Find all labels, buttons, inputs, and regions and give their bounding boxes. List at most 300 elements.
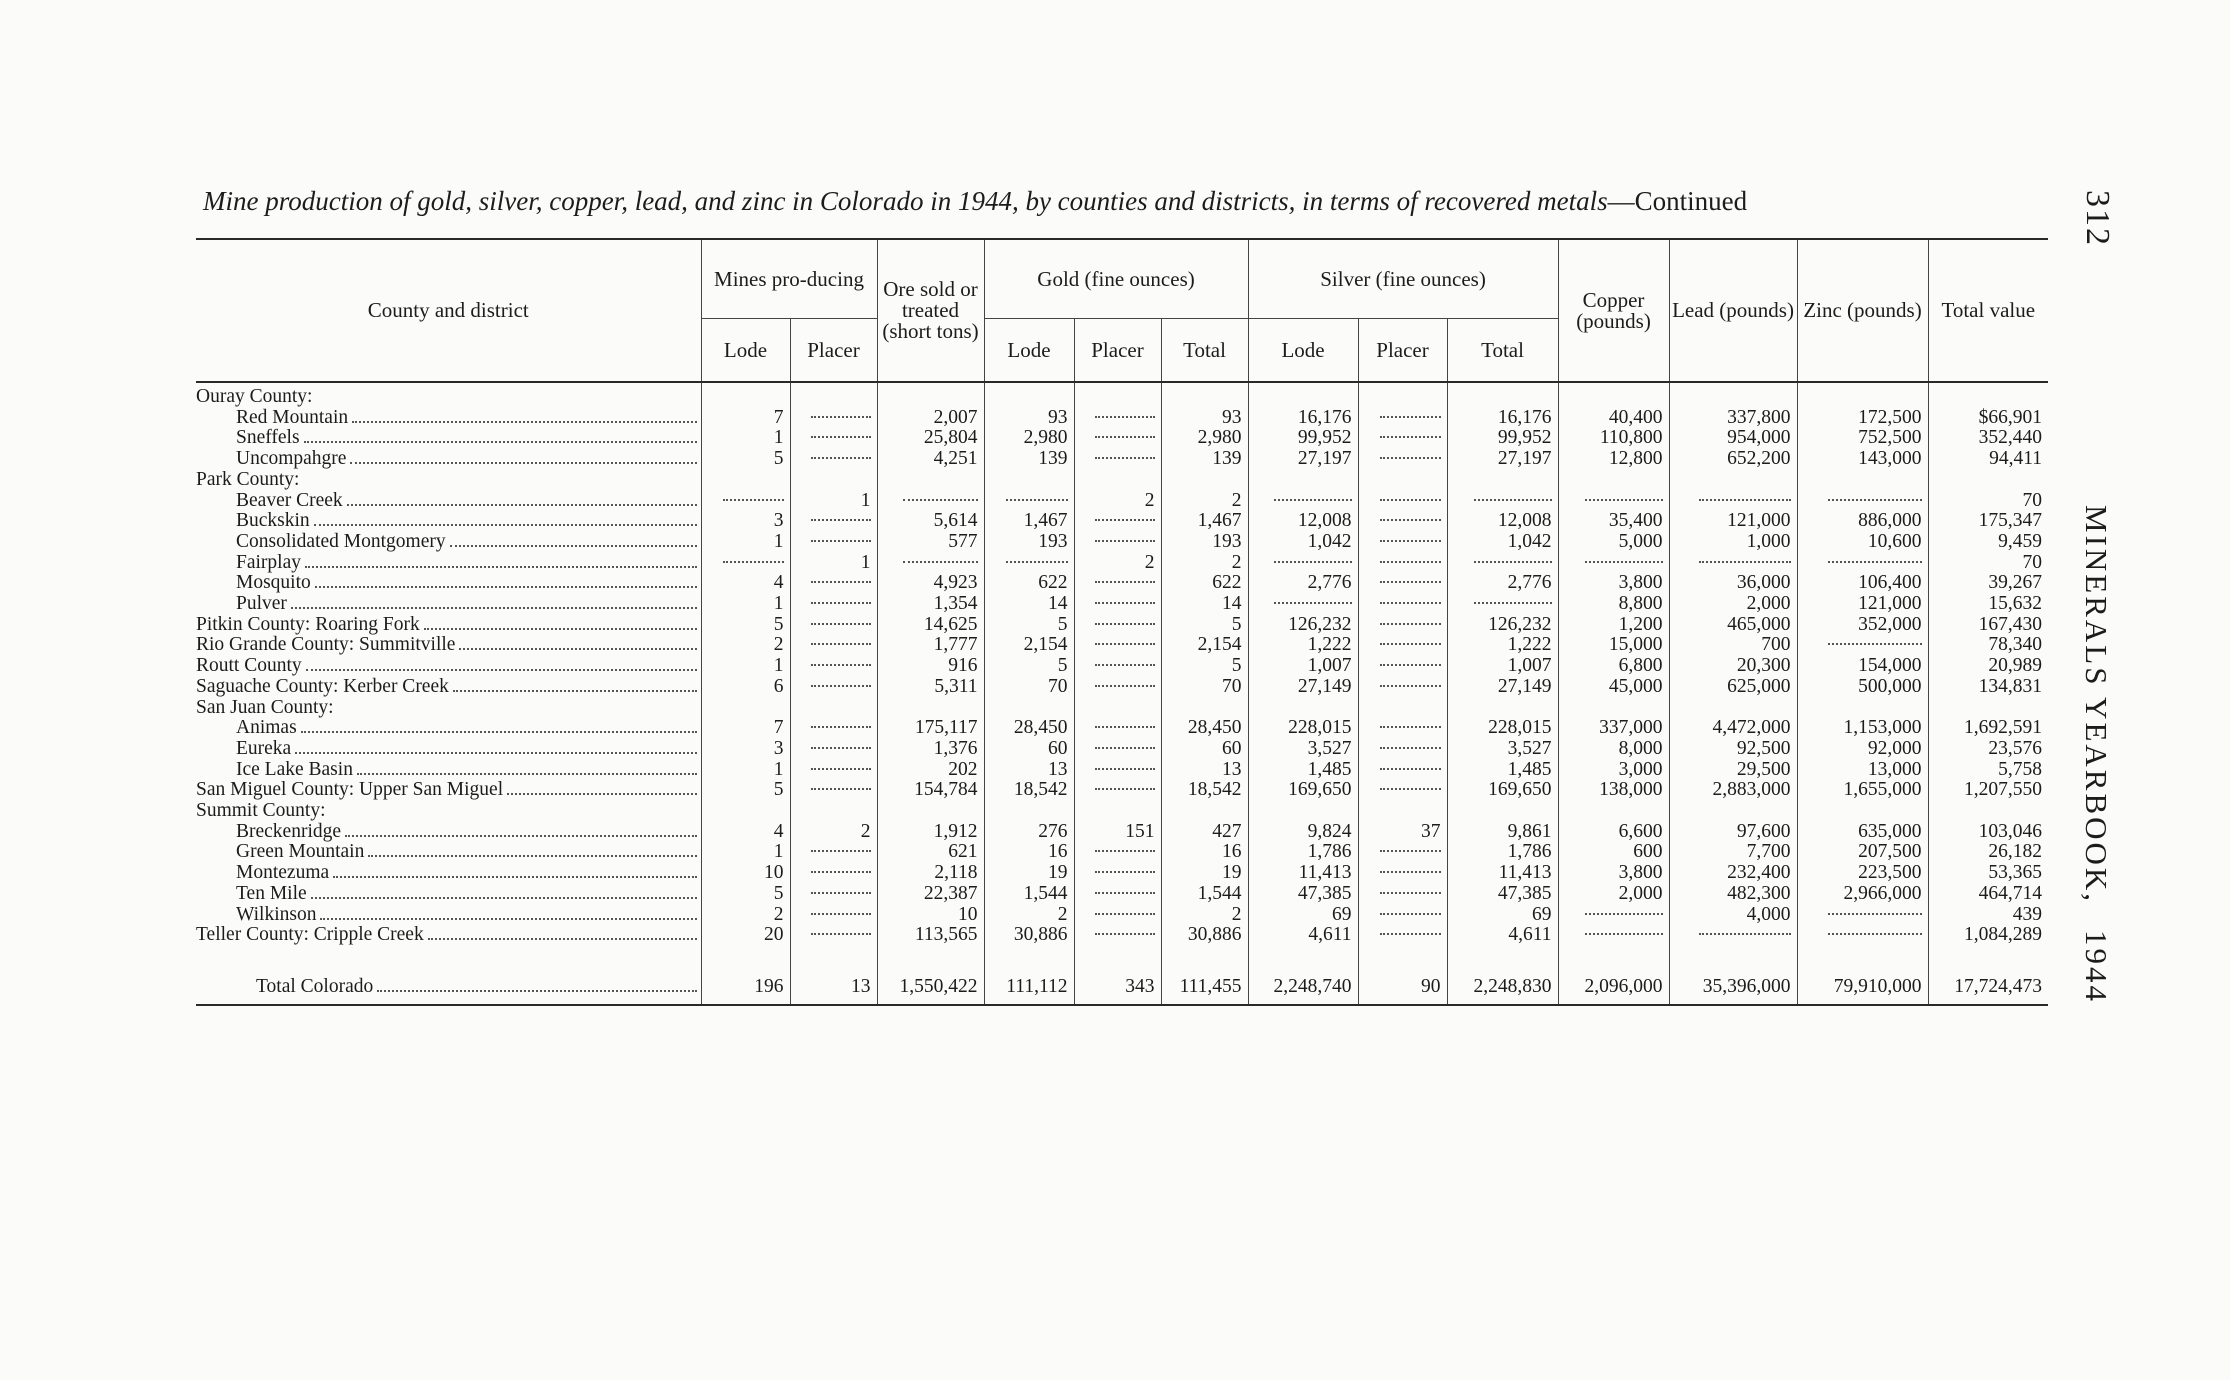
empty-leader <box>1380 726 1441 728</box>
table-cell <box>1248 635 1358 656</box>
empty-leader <box>811 913 870 915</box>
cell-value: 169,650 <box>1288 779 1352 801</box>
cell-value: 2,776 <box>1507 572 1552 594</box>
cell-value: 26,182 <box>1988 841 2043 863</box>
table-cell <box>1447 677 1558 698</box>
table-cell <box>1248 780 1358 801</box>
cell-value: 111,112 <box>1006 975 1068 997</box>
table-cell <box>1928 408 2048 429</box>
cell-value: 1,007 <box>1307 655 1352 677</box>
table-cell <box>1669 635 1797 656</box>
empty-leader <box>1380 561 1441 563</box>
empty-leader <box>1380 416 1441 418</box>
header-ore-sold: Ore sold or treated (short tons) <box>877 240 984 382</box>
table-cell <box>1074 532 1161 553</box>
cell-value: 223,500 <box>1858 862 1922 884</box>
header-gold-placer: Placer <box>1074 319 1161 383</box>
table-cell <box>790 801 877 822</box>
running-head <box>2078 505 2114 1004</box>
cell-value: 193 <box>1212 530 1242 552</box>
empty-leader <box>1380 788 1441 790</box>
table-cell <box>1669 760 1797 781</box>
empty-leader <box>1828 933 1922 935</box>
table-cell <box>1074 698 1161 719</box>
table-cell <box>1928 532 2048 553</box>
table-cell <box>1248 408 1358 429</box>
table-cell <box>877 718 984 739</box>
row-label: Mosquito <box>236 573 311 594</box>
page-number: 312 <box>2079 190 2116 247</box>
table-cell <box>1447 635 1558 656</box>
table-cell <box>1669 511 1797 532</box>
table-cell <box>1161 470 1248 491</box>
cell-value: 6,600 <box>1618 820 1663 842</box>
empty-leader <box>811 788 870 790</box>
empty-leader <box>1380 747 1441 749</box>
row-label: Park County: <box>196 469 300 490</box>
table-cell <box>1797 780 1928 801</box>
row-label-cell <box>196 594 701 615</box>
empty-leader <box>1699 499 1790 501</box>
cell-value: 5 <box>773 882 784 904</box>
cell-value: 90 <box>1421 975 1441 997</box>
table-cell <box>1161 760 1248 781</box>
cell-value: 25,804 <box>923 427 978 449</box>
empty-leader <box>1380 581 1441 583</box>
cell-value: 167,430 <box>1978 613 2043 635</box>
cell-value: 113,565 <box>914 924 978 946</box>
table-cell <box>1558 677 1669 698</box>
table-cell <box>1248 970 1358 1005</box>
empty-leader <box>723 561 784 563</box>
cell-value: 126,232 <box>1488 613 1552 635</box>
table-cell <box>877 760 984 781</box>
table-cell <box>701 615 790 636</box>
cell-value: 5 <box>773 779 784 801</box>
table-cell <box>790 656 877 677</box>
cell-value: 5,758 <box>1998 758 2043 780</box>
table-cell <box>1558 718 1669 739</box>
cell-value: 23,576 <box>1988 737 2043 759</box>
table-cell <box>1358 573 1447 594</box>
row-label-cell <box>196 780 701 801</box>
table-cell <box>1928 594 2048 615</box>
cell-value: 2,000 <box>1618 882 1663 904</box>
table-cell <box>1928 925 2048 946</box>
cell-value: 11,413 <box>1498 862 1552 884</box>
cell-value: 60 <box>1222 737 1242 759</box>
table-cell <box>1248 573 1358 594</box>
table-row <box>196 925 2048 946</box>
table-cell <box>1558 408 1669 429</box>
table-cell <box>984 677 1074 698</box>
table-cell <box>1248 677 1358 698</box>
empty-leader <box>1380 499 1441 501</box>
table-cell <box>1797 615 1928 636</box>
cell-value: 1,222 <box>1507 634 1552 656</box>
table-cell <box>1928 428 2048 449</box>
table-cell <box>701 677 790 698</box>
table-cell <box>1447 822 1558 843</box>
table-cell <box>1161 615 1248 636</box>
row-label-cell <box>196 573 701 594</box>
table-cell <box>701 760 790 781</box>
table-cell <box>1669 780 1797 801</box>
empty-leader <box>1380 913 1441 915</box>
table-cell <box>1358 491 1447 512</box>
table-cell <box>1074 594 1161 615</box>
header-county-district: County and district <box>196 240 701 382</box>
cell-value: 622 <box>1212 572 1242 594</box>
cell-value: 9,459 <box>1998 530 2043 552</box>
table-cell <box>1797 553 1928 574</box>
cell-value: 4 <box>773 820 784 842</box>
empty-leader <box>1095 747 1154 749</box>
empty-leader <box>1095 913 1154 915</box>
table-cell <box>1248 863 1358 884</box>
cell-value: 207,500 <box>1858 841 1922 863</box>
cell-value: 2 <box>1231 903 1242 925</box>
cell-value: 2,154 <box>1197 634 1242 656</box>
cell-value: 139 <box>1038 448 1068 470</box>
spacer-row <box>196 946 2048 970</box>
table-cell <box>790 470 877 491</box>
table-cell <box>1447 532 1558 553</box>
cell-value: 4,251 <box>933 448 978 470</box>
table-cell <box>984 698 1074 719</box>
cell-value: 1,467 <box>1023 510 1068 532</box>
table-row <box>196 491 2048 512</box>
table-cell <box>984 760 1074 781</box>
table-cell <box>1447 656 1558 677</box>
cell-value: 916 <box>948 655 978 677</box>
empty-leader <box>1380 519 1441 521</box>
table-cell <box>1669 884 1797 905</box>
cell-value: 1,000 <box>1746 530 1791 552</box>
cell-value: 1,042 <box>1507 530 1552 552</box>
table-cell <box>877 822 984 843</box>
empty-leader <box>811 871 870 873</box>
table-cell <box>1669 698 1797 719</box>
cell-value: 175,117 <box>914 717 978 739</box>
table-cell <box>1248 656 1358 677</box>
table-cell <box>1161 863 1248 884</box>
table-row <box>196 698 2048 719</box>
table-cell <box>877 656 984 677</box>
row-label: Wilkinson <box>236 904 317 925</box>
empty-leader <box>1828 561 1922 563</box>
table-cell <box>1928 842 2048 863</box>
table-cell <box>1358 615 1447 636</box>
cell-value: 600 <box>1633 841 1663 863</box>
table-cell <box>1558 449 1669 470</box>
table-cell <box>1161 698 1248 719</box>
cell-value: 2 <box>1057 903 1068 925</box>
cell-value: 700 <box>1761 634 1791 656</box>
table-cell <box>1447 718 1558 739</box>
table-cell <box>1928 491 2048 512</box>
empty-leader <box>1095 457 1154 459</box>
table-cell <box>1797 760 1928 781</box>
cell-value: 4,923 <box>933 572 978 594</box>
table-cell <box>1797 594 1928 615</box>
table-cell <box>1358 635 1447 656</box>
cell-value: 5 <box>773 448 784 470</box>
cell-value: 110,800 <box>1599 427 1663 449</box>
table-row <box>196 780 2048 801</box>
cell-value: 18,542 <box>1013 779 1068 801</box>
table-cell <box>1558 491 1669 512</box>
table-cell <box>1248 594 1358 615</box>
empty-leader <box>1006 561 1068 563</box>
cell-value: 5,614 <box>933 510 978 532</box>
cell-value: 5 <box>1057 655 1068 677</box>
table-cell <box>1358 532 1447 553</box>
table-cell <box>1928 780 2048 801</box>
table-row <box>196 842 2048 863</box>
table-row <box>196 615 2048 636</box>
table-cell <box>1797 970 1928 1005</box>
table-cell <box>877 615 984 636</box>
table-cell <box>701 970 790 1005</box>
empty-leader <box>811 850 870 852</box>
total-row <box>196 970 2048 1005</box>
table-cell <box>701 408 790 429</box>
table-cell <box>877 698 984 719</box>
empty-leader <box>811 892 870 894</box>
table-cell <box>1248 760 1358 781</box>
empty-leader <box>1828 643 1922 645</box>
table-row <box>196 760 2048 781</box>
cell-value: 12,800 <box>1608 448 1663 470</box>
row-label-cell <box>196 532 701 553</box>
cell-value: 1 <box>773 427 784 449</box>
table-cell <box>1161 656 1248 677</box>
table-cell <box>1928 656 2048 677</box>
table-cell <box>1161 677 1248 698</box>
cell-value: 121,000 <box>1727 510 1791 532</box>
table-row <box>196 863 2048 884</box>
table-cell <box>1797 698 1928 719</box>
table-cell <box>877 428 984 449</box>
table-cell <box>1558 842 1669 863</box>
table-row <box>196 470 2048 491</box>
cell-value: 143,000 <box>1858 448 1922 470</box>
empty-leader <box>1699 933 1790 935</box>
table-cell <box>1447 739 1558 760</box>
table-cell <box>1248 884 1358 905</box>
header-total-value: Total value <box>1928 240 2048 382</box>
table-cell <box>984 470 1074 491</box>
row-label-cell <box>196 739 701 760</box>
table-row <box>196 511 2048 532</box>
cell-value: 3 <box>773 737 784 759</box>
table-cell <box>1797 382 1928 408</box>
table-cell <box>1558 905 1669 926</box>
table-cell <box>984 382 1074 408</box>
cell-value: 13 <box>1048 758 1068 780</box>
cell-value: 1,485 <box>1307 758 1352 780</box>
cell-value: 1 <box>773 530 784 552</box>
table-cell <box>1358 884 1447 905</box>
table-cell <box>1669 594 1797 615</box>
table-cell <box>1447 925 1558 946</box>
table-cell <box>1358 863 1447 884</box>
table-cell <box>701 780 790 801</box>
cell-value: 12,008 <box>1297 510 1352 532</box>
cell-value: 8,000 <box>1618 737 1663 759</box>
cell-value: 1 <box>860 551 871 573</box>
empty-leader <box>1380 664 1441 666</box>
cell-value: 97,600 <box>1736 820 1791 842</box>
row-label: Summit County: <box>196 801 326 822</box>
table-cell <box>1928 553 2048 574</box>
table-cell <box>877 801 984 822</box>
table-title <box>203 184 2055 218</box>
table-cell <box>1558 573 1669 594</box>
table-cell <box>701 635 790 656</box>
empty-leader <box>1585 499 1663 501</box>
header-silver-total: Total <box>1447 319 1558 383</box>
table-cell <box>1669 491 1797 512</box>
empty-leader <box>1095 416 1154 418</box>
cell-value: 19 <box>1222 862 1242 884</box>
empty-leader <box>1585 913 1663 915</box>
table-cell <box>1797 718 1928 739</box>
empty-leader <box>1095 581 1154 583</box>
row-label: Consolidated Montgomery <box>236 531 446 552</box>
table-cell <box>1558 780 1669 801</box>
table-cell <box>1447 760 1558 781</box>
table-cell <box>1358 698 1447 719</box>
row-label-cell <box>196 408 701 429</box>
table-cell <box>1669 449 1797 470</box>
table-cell <box>877 739 984 760</box>
table-cell <box>877 905 984 926</box>
table-cell <box>1797 511 1928 532</box>
cell-value: 202 <box>948 758 978 780</box>
table-cell <box>701 698 790 719</box>
empty-leader <box>1274 561 1351 563</box>
table-cell <box>877 553 984 574</box>
cell-value: 126,232 <box>1288 613 1352 635</box>
table-cell <box>984 925 1074 946</box>
cell-value: 93 <box>1222 406 1242 428</box>
table-cell <box>1358 739 1447 760</box>
table-cell <box>1558 382 1669 408</box>
row-label: Ouray County: <box>196 386 313 407</box>
empty-leader <box>1095 933 1154 935</box>
header-zinc: Zinc (pounds) <box>1797 240 1928 382</box>
empty-leader <box>811 933 870 935</box>
table-cell <box>984 718 1074 739</box>
table-cell <box>877 449 984 470</box>
table-cell <box>1161 635 1248 656</box>
table-cell <box>1797 884 1928 905</box>
cell-value: 20,989 <box>1988 655 2043 677</box>
empty-leader <box>1095 436 1154 438</box>
table-cell <box>1928 822 2048 843</box>
row-label-cell <box>196 760 701 781</box>
cell-value: 138,000 <box>1599 779 1663 801</box>
table-row <box>196 594 2048 615</box>
empty-leader <box>811 768 870 770</box>
table-cell <box>1161 801 1248 822</box>
cell-value: 14 <box>1048 593 1068 615</box>
cell-value: 1 <box>773 593 784 615</box>
table-cell <box>1447 698 1558 719</box>
table-cell <box>790 718 877 739</box>
table-cell <box>790 553 877 574</box>
cell-value: 652,200 <box>1727 448 1791 470</box>
row-label-cell <box>196 511 701 532</box>
table-cell <box>1928 470 2048 491</box>
cell-value: 175,347 <box>1978 510 2043 532</box>
table-cell <box>790 532 877 553</box>
table-cell <box>1669 677 1797 698</box>
table-cell <box>1447 408 1558 429</box>
cell-value: 22,387 <box>923 882 978 904</box>
data-table <box>196 240 2048 1006</box>
cell-value: 4 <box>773 572 784 594</box>
empty-leader <box>1095 623 1154 625</box>
cell-value: 30,886 <box>1013 924 1068 946</box>
table-cell <box>1074 428 1161 449</box>
row-label: Green Mountain <box>236 842 365 863</box>
cell-value: 10 <box>764 862 784 884</box>
cell-value: 28,450 <box>1187 717 1242 739</box>
cell-value: 1 <box>773 655 784 677</box>
cell-value: 121,000 <box>1858 593 1922 615</box>
table-cell <box>1797 428 1928 449</box>
cell-value: 14 <box>1222 593 1242 615</box>
table-cell <box>790 925 877 946</box>
table-cell <box>1669 656 1797 677</box>
header-lead: Lead (pounds) <box>1669 240 1797 382</box>
row-label: Ice Lake Basin <box>236 759 353 780</box>
table-cell <box>701 884 790 905</box>
cell-value: 577 <box>948 530 978 552</box>
cell-value: 2 <box>773 903 784 925</box>
table-cell <box>1447 884 1558 905</box>
table-cell <box>877 470 984 491</box>
table-cell <box>1928 511 2048 532</box>
row-label-cell <box>196 801 701 822</box>
empty-leader <box>1095 685 1154 687</box>
cell-value: 70 <box>2022 489 2043 511</box>
table-cell <box>1447 905 1558 926</box>
table-cell <box>1161 553 1248 574</box>
cell-value: 2 <box>1231 489 1242 511</box>
row-label: Saguache County: Kerber Creek <box>196 676 449 697</box>
empty-leader <box>1474 561 1552 563</box>
table-cell <box>1358 408 1447 429</box>
table-cell <box>1797 677 1928 698</box>
cell-value: 622 <box>1038 572 1068 594</box>
table-cell <box>1669 470 1797 491</box>
cell-value: 3,527 <box>1507 737 1552 759</box>
cell-value: 92,000 <box>1867 737 1922 759</box>
empty-leader <box>811 436 870 438</box>
row-label-cell <box>196 925 701 946</box>
table-cell <box>984 739 1074 760</box>
cell-value: 47,385 <box>1297 882 1352 904</box>
row-label: Montezuma <box>236 863 330 884</box>
empty-leader <box>1095 519 1154 521</box>
table-cell <box>1248 470 1358 491</box>
table-cell <box>877 408 984 429</box>
cell-value: 439 <box>2012 903 2043 925</box>
